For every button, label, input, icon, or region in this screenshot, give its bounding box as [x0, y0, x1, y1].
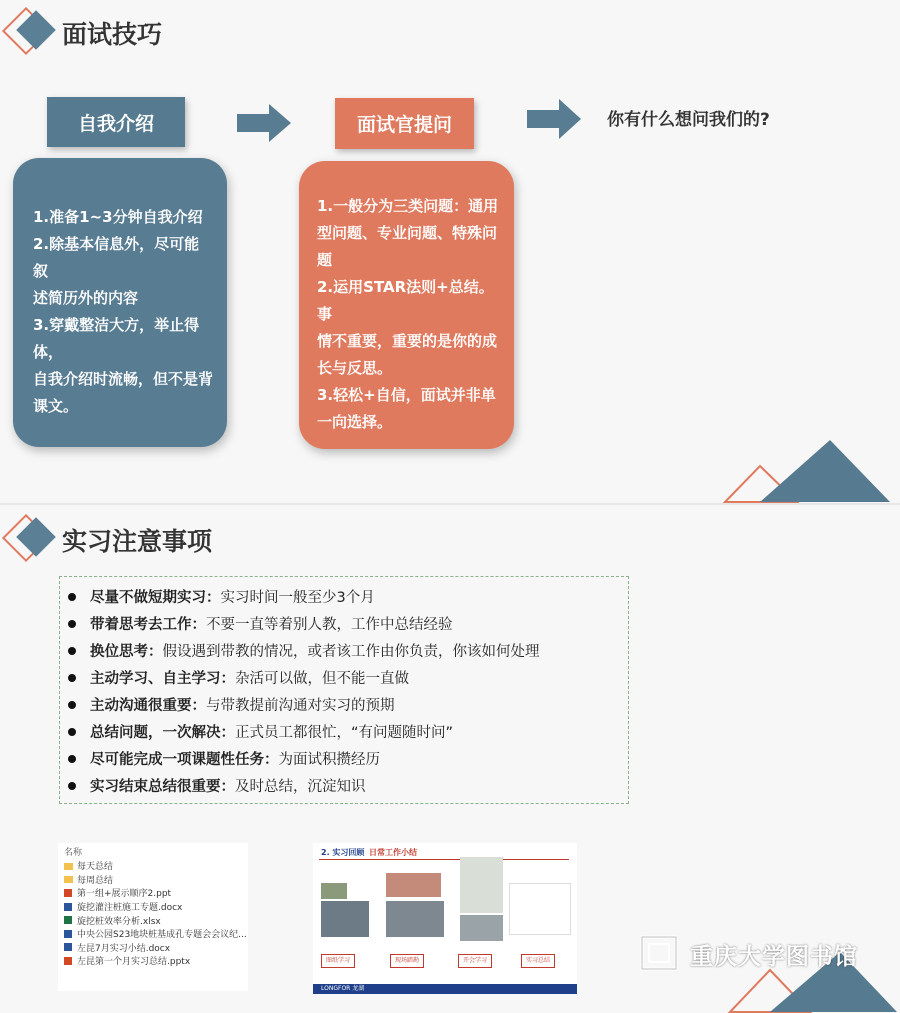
file-name: 旋挖灌注桩施工专题.docx — [77, 903, 183, 914]
thumb-brand: LONGFOR 龙湖 — [321, 985, 365, 992]
self-intro-card — [13, 158, 227, 447]
tip-heading: 总结问题，一次解决： — [90, 725, 235, 741]
library-seal-icon — [640, 935, 678, 971]
self-intro-label: 自我介绍 — [47, 97, 185, 147]
file-row[interactable] — [58, 873, 248, 887]
file-row[interactable] — [58, 927, 248, 941]
interviewer-line-2: 2.运用STAR法则+总结。事 情不重要，重要的是你的成 长与反思。 — [317, 278, 498, 377]
ppt-icon — [64, 957, 73, 965]
tip-heading: 带着思考去工作： — [90, 617, 206, 633]
slide-divider — [0, 503, 900, 505]
interviewer-line-1: 1.一般分为三类问题：通用 型问题、专业问题、特殊问 题 — [317, 197, 499, 269]
bullet-icon — [68, 755, 76, 763]
file-name: 每天总结 — [77, 862, 114, 873]
arrow-right-icon — [237, 103, 292, 143]
tip-item — [68, 718, 628, 745]
thumb-subtitle: 日常工作小结 — [369, 848, 417, 857]
tip-item — [68, 745, 628, 772]
file-name: 旋挖桩效率分析.xlsx — [77, 916, 161, 927]
file-name: 第一组+展示顺序2.ppt — [77, 889, 172, 900]
tip-item — [68, 637, 628, 664]
ppt-icon — [64, 889, 73, 897]
folder-icon — [64, 862, 73, 870]
folder-icon — [64, 875, 73, 883]
file-name: 左昆第一个月实习总结.pptx — [77, 957, 191, 968]
tip-heading: 实习结束总结很重要： — [90, 779, 235, 795]
photo — [460, 915, 503, 941]
tip-heading: 尽可能完成一项课题性任务： — [90, 752, 279, 768]
thumb-button: 图纸学习 — [321, 954, 355, 968]
slide-thumbnail — [313, 843, 577, 994]
interviewer-line-3: 3.轻松+自信，面试并非单 一向选择。 — [317, 386, 496, 431]
photo — [460, 857, 503, 913]
final-question: 你有什么想问我们的? — [607, 110, 770, 130]
photo — [321, 883, 347, 899]
tip-heading: 尽量不做短期实习： — [90, 590, 221, 606]
bullet-icon — [68, 728, 76, 736]
arrow-right-icon — [527, 98, 582, 140]
tip-text: 及时总结，沉淀知识 — [235, 779, 366, 795]
file-row[interactable] — [58, 859, 248, 873]
photo — [321, 901, 369, 937]
self-intro-line-3: 3.穿戴整洁大方，举止得体， 自我介绍时流畅，但不是背 课文。 — [33, 316, 214, 415]
file-name: 中央公园S23地块桩基成孔专题会会议纪... — [77, 930, 247, 941]
tip-text: 实习时间一般至少3个月 — [220, 590, 375, 606]
thumb-button: 开会学习 — [458, 954, 492, 968]
photo — [386, 873, 441, 897]
file-list-header[interactable]: 名称 — [64, 847, 83, 858]
thumb-chart — [509, 883, 571, 935]
word-icon — [64, 903, 73, 911]
tip-text: 杂活可以做，但不能一直做 — [235, 671, 409, 687]
bullet-icon — [68, 701, 76, 709]
thumb-title-underline — [319, 859, 569, 860]
decor-triangles — [720, 438, 895, 504]
file-name: 左昆7月实习小结.docx — [77, 943, 171, 954]
file-row[interactable] — [58, 941, 248, 955]
thumb-button: 现场踏勘 — [390, 954, 424, 968]
interviewer-questions-label: 面试官提问 — [335, 98, 474, 149]
tip-heading: 换位思考： — [90, 644, 163, 660]
file-row[interactable] — [58, 900, 248, 914]
section1-title: 面试技巧 — [62, 20, 163, 49]
watermark: 重庆大学图书馆 — [690, 944, 858, 970]
tip-text: 不要一直等着别人教，工作中总结经验 — [206, 617, 453, 633]
self-intro-line-2: 2.除基本信息外，尽可能叙 述简历外的内容 — [33, 235, 200, 307]
photo — [386, 901, 444, 937]
file-list-panel — [58, 843, 248, 991]
thumb-title: 2. 实习回顾 — [321, 848, 365, 857]
file-row[interactable] — [58, 886, 248, 900]
tip-item — [68, 610, 628, 637]
bullet-icon — [68, 674, 76, 682]
tips-box — [59, 576, 629, 804]
self-intro-line-1: 1.准备1~3分钟自我介绍 — [33, 208, 203, 226]
file-row[interactable] — [58, 954, 248, 968]
thumb-button: 实习总结 — [521, 954, 555, 968]
section2-title: 实习注意事项 — [62, 527, 213, 556]
tip-item — [68, 664, 628, 691]
interviewer-questions-card — [299, 161, 514, 449]
bullet-icon — [68, 647, 76, 655]
excel-icon — [64, 916, 73, 924]
tip-item — [68, 583, 628, 610]
bullet-icon — [68, 620, 76, 628]
tip-item — [68, 772, 628, 799]
tip-item — [68, 691, 628, 718]
tip-text: 为面试积攒经历 — [278, 752, 380, 768]
bullet-icon — [68, 593, 76, 601]
file-row[interactable] — [58, 913, 248, 927]
tip-text: 假设遇到带教的情况，或者该工作由你负责，你该如何处理 — [162, 644, 540, 660]
tip-text: 正式员工都很忙，“有问题随时问” — [235, 725, 454, 741]
tip-heading: 主动沟通很重要： — [90, 698, 206, 714]
file-name: 每周总结 — [77, 875, 114, 886]
word-icon — [64, 930, 73, 938]
bullet-icon — [68, 782, 76, 790]
tip-text: 与带教提前沟通对实习的预期 — [206, 698, 395, 714]
tip-heading: 主动学习、自主学习： — [90, 671, 235, 687]
word-icon — [64, 943, 73, 951]
